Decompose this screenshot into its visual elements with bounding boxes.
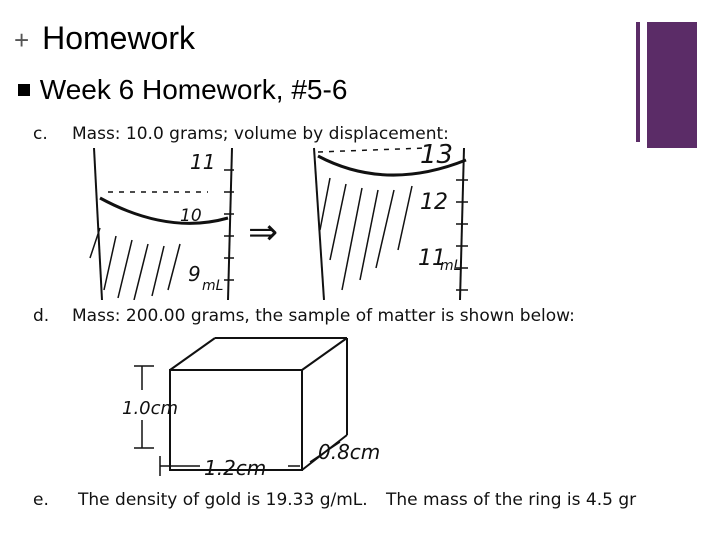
right-mark-12: 12 bbox=[420, 190, 448, 215]
problem-c-letter: c. bbox=[33, 124, 48, 144]
left-cylinder-drawing bbox=[88, 140, 248, 300]
left-unit: mL bbox=[202, 278, 224, 294]
problem-e-text-2: The mass of the ring is 4.5 gr bbox=[386, 490, 637, 510]
slide-title-text: Homework bbox=[42, 20, 195, 56]
problem-e-text-1: The density of gold is 19.33 g/mL. bbox=[78, 490, 368, 510]
problem-e-letter: e. bbox=[33, 490, 49, 510]
cube-drawing bbox=[120, 330, 360, 480]
right-cylinder-drawing bbox=[306, 140, 476, 300]
bullet-item bbox=[18, 74, 347, 106]
right-mark-13: 13 bbox=[420, 140, 454, 170]
left-mark-9: 9 bbox=[188, 262, 201, 286]
cube-height-label: 1.0cm bbox=[122, 398, 179, 419]
left-mark-10: 10 bbox=[180, 206, 202, 226]
problem-d-text: Mass: 200.00 grams, the sample of matter is shown below: bbox=[72, 306, 575, 326]
accent-line bbox=[636, 22, 640, 142]
arrow-icon: ⇒ bbox=[248, 212, 279, 253]
plus-icon: + bbox=[14, 25, 30, 55]
cube-width-label: 1.2cm bbox=[204, 456, 267, 480]
accent-bar bbox=[647, 22, 697, 148]
bullet-text: Week 6 Homework, #5-6 bbox=[39, 74, 348, 105]
square-bullet-icon bbox=[18, 84, 30, 96]
left-mark-11: 11 bbox=[190, 150, 216, 174]
problem-d-letter: d. bbox=[33, 306, 50, 326]
right-unit: mL bbox=[440, 258, 462, 274]
slide-title bbox=[14, 18, 195, 60]
cube-depth-label: 0.8cm bbox=[318, 440, 381, 464]
problem-c-text: Mass: 10.0 grams; volume by displacement: bbox=[72, 124, 449, 144]
right-mark-11: 11 bbox=[418, 246, 446, 271]
